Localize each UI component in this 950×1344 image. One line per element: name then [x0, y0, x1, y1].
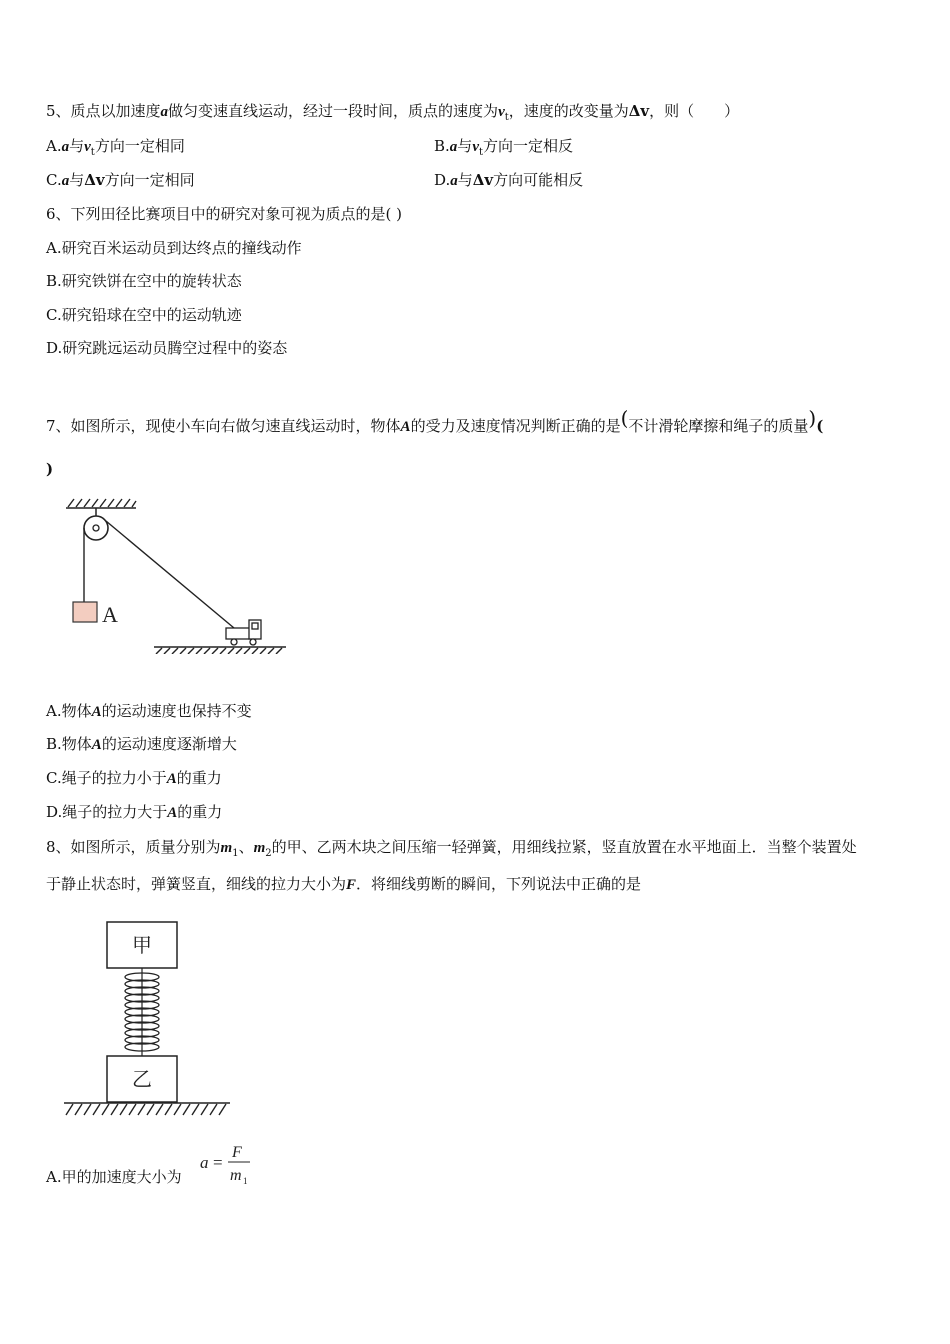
block-jia-label: 甲 [132, 935, 152, 957]
q6-stem: 6、下列田径比赛项目中的研究对象可视为质点的是( ) [46, 205, 403, 223]
q5-option-b: B.a与$v_t$方向一定相反 [434, 137, 574, 158]
q7-option-d: D.绳子的拉力大于A的重力 [46, 803, 223, 821]
svg-text:m: m [230, 1167, 242, 1184]
q8-stem-line2: 于静止状态时，弹簧竖直，细线的拉力大小为F．将细线剪断的瞬间，下列说法中正确的是 [46, 875, 642, 893]
q8-option-a: A.甲的加速度大小为 [46, 1168, 182, 1186]
q7-option-b: B.物体A的运动速度逐渐增大 [46, 735, 237, 753]
q7-figure-pulley-cart [60, 494, 292, 654]
q8-figure-spring-blocks [60, 918, 236, 1122]
ground-hatch [154, 647, 286, 654]
q7-option-c: C.绳子的拉力小于A的重力 [46, 769, 222, 787]
q8-stem-line1: 8、如图所示，质量分别为$m_1$、$m_2$的甲、乙两木块之间压缩一轻弹簧，用细线拉紧，竖直放置在水平地面上．当整个装置处 [46, 838, 857, 859]
svg-text:1: 1 [243, 1176, 248, 1186]
q6-option-b: B.研究铁饼在空中的旋转状态 [46, 272, 242, 290]
q7-option-a: A.物体A的运动速度也保持不变 [46, 702, 252, 720]
q6-option-a: A.研究百米运动员到达终点的撞线动作 [46, 239, 302, 257]
block-a-label: A [102, 602, 118, 627]
q7-stem: 7、如图所示，现使小车向右做匀速直线运动时，物体A的受力及速度情况判断正确的是(不计滑轮摩擦和绳子的质量)( [46, 406, 824, 435]
cart [226, 620, 261, 645]
svg-text:=: = [213, 1153, 223, 1172]
svg-text:a: a [200, 1153, 209, 1172]
ceiling-hatch [66, 499, 136, 508]
block-a [73, 602, 97, 622]
q5-option-a: A.a与$v_t$方向一定相同 [46, 137, 185, 158]
q5-option-d: D.a与Δv方向可能相反 [434, 171, 584, 189]
rope-slanted [106, 521, 240, 633]
ground-hatch [64, 1103, 230, 1115]
svg-text:F: F [232, 1144, 242, 1161]
q5-option-c: C.a与Δv方向一定相同 [46, 171, 195, 189]
block-yi-label: 乙 [132, 1069, 152, 1091]
q8-option-a-formula [198, 1140, 258, 1190]
q5-stem: 5、质点以加速度a做匀变速直线运动，经过一段时间，质点的速度为$v_t$，速度的改变量为Δv，则（ ） [46, 102, 740, 123]
q6-option-c: C.研究铅球在空中的运动轨迹 [46, 306, 242, 324]
q6-option-d: D.研究跳远运动员腾空过程中的姿态 [46, 339, 288, 357]
q7-stem-end: ) [46, 460, 54, 478]
